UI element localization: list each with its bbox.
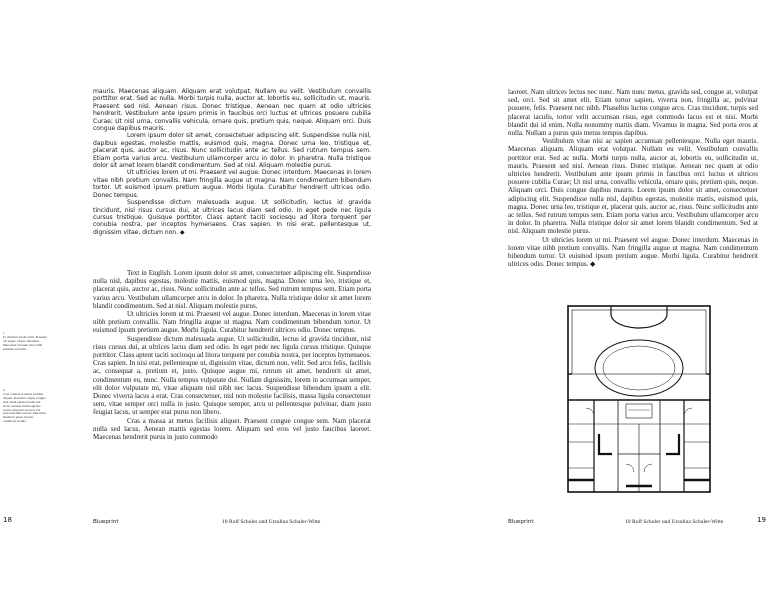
serif-paragraph: Text in English. Lorem ipsum dolor sit amet, consectetuer adipiscing elit. Suspendisse nulla nisl, dapibus egestas, molestie mattis, euismod quis, magna. Donec urna leo, tristique et, placerat quis, auctor ac, risus. Nunc sollicitudin ante ac tellus. Sed rutrum tempus sem. Etiam porta varius arcu. Vestibulum ullamcorper arcu in dolor. In pharetra. Nulla tristique dolor sit amet lorem blandit condimentum. Sed at nisl. Aliquam molestie purus. bbox=[93, 269, 371, 310]
footer-section-left: Blueprint bbox=[93, 519, 119, 525]
serif-paragraph: Ut ultricies lorem ut mi. Praesent vel augue. Donec interdum. Maecenas in lorem vitae nibh pretium convallis. Nam fringilla augue ut magna. Nam condimentum bibendum tortor. Ut euismod ipsum pretium augue. Morbi ligula. Curabitur hendrerit ultrices odio. Donec tempus. ◆ bbox=[508, 235, 758, 269]
sans-paragraph: Ut ultricies lorem ut mi. Praesent vel augue. Donec interdum. Maecenas in lorem vitae nibh pretium convallis. Nam fringilla augue ut magna. Nam condimentum bibendum tortor. Ut euismod ipsum pretium augue. Morbi ligula. Curabitur hendrerit ultrices odio. Donec tempus. bbox=[93, 169, 371, 199]
sans-paragraph: Suspendisse dictum malesuada augue. Ut sollicitudin, lectus id gravida tincidunt, nisl risus cursus dui, at ultrices lacus diam sed odio. In eget pede nec ligula cursus tristique. Quisque porttitor. Class aptent taciti sociosqu ad litora torquent per conubia nostra, per inceptos hymenaeos. Cras sapien. In nisi erat, pellentesque ut, dignissim vitae, dictum non. ◆ bbox=[93, 199, 371, 236]
side-note-2: 2 Cras a massa at metus facilisis aliquet. Praesent congue congue sem. Nam placerat nulla sed lacus. Aenean mattis egestas lorem. Aliquam sed eros vel justo faucibus laoreet. Maecenas hendrerit purus in justo commodo lacinia. bbox=[3, 388, 47, 424]
side-note-1: 1 Ut ultricies lorem ut mi. Praesent vel augue. Donec interdum. Maecenas in lorem vitae nibh pretium convallis. bbox=[3, 331, 47, 351]
serif-paragraph: Ut ultricies lorem ut mi. Praesent vel augue. Donec interdum. Maecenas in lorem vitae nibh pretium convallis. Nam fringilla augue ut magna. Nam condimentum bibendum tortor. Ut euismod ipsum pretium augue. Morbi ligula. Curabitur hendrerit ultrices odio. Donec tempus. bbox=[93, 310, 371, 335]
left-serif-column bbox=[93, 269, 371, 441]
footer-author-left: 10 Rolf Schuler und Ursulina Schuler-Witte bbox=[222, 519, 321, 525]
serif-paragraph: Cras a massa at metus facilisis aliquet. Praesent congue congue sem. Nam placerat nulla sed lacus. Aenean mattis egestas lorem. Aliquam sed eros vel justo faucibus laoreet. Maecenas hendrerit purus in justo commodo bbox=[93, 416, 371, 442]
sans-paragraph: mauris. Maecenas aliquam. Aliquam erat volutpat. Nullam eu velit. Vestibulum convallis porttitor erat. Sed ac nulla. Morbi turpis nulla, auctor at, lobortis eu, sollicitudin ut, mauris. Praesent sed nisl. Aenean risus. Donec tristique. Aenean nec quam at odio ultricies hendrerit. Vestibulum ante ipsum primis in faucibus orci luctus et ultrices posuere cubilia Curae; Ut nisl urna, convallis vehicula, ornare quis, pretium quis, neque. Aliquam orci. Duis congue dapibus mauris. bbox=[93, 88, 371, 133]
page-number-right: 19 bbox=[757, 516, 766, 524]
sans-paragraph: Lorem ipsum dolor sit amet, consectetuer adipiscing elit. Suspendisse nulla nisl, dapibus egestas, molestie mattis, euismod quis, magna. Donec urna leo, tristique et, placerat quis, auctor ac, risus. Nunc sollicitudin ante ac tellus. Sed rutrum tempus sem. Etiam porta varius arcu. Vestibulum ullamcorper arcu in dolor. In pharetra. Nulla tristique dolor sit amet lorem blandit condimentum. Sed at nisl. Aliquam molestie purus. bbox=[93, 132, 371, 170]
footer-author-right: 10 Rolf Schuler und Ursulina Schuler-Witte bbox=[625, 519, 724, 525]
page-number-left: 18 bbox=[3, 516, 12, 524]
serif-paragraph: laoreet. Nam ultrices lectus nec nunc. Nam nunc metus, gravida sed, congue at, volutpat sed, orci. Sed sit amet elit. Etiam tortor sapien, viverra non, fringilla ac, pulvinar posuere, felis. Praesent nec nibh. Phasellus luctus congue arcu. Cras tincidunt, turpis sed placerat iaculis, tortor velit accumsan risus, eget commodo lacus est et nisi. Morbi blandit dui id enim. Nulla nonummy mattis diam. Vivamus in magna. Sed porta eros at nulla. Nullam a purus quis metus tempus dapibus. bbox=[508, 88, 758, 138]
floor-plan-drawing bbox=[566, 304, 712, 494]
right-serif-column bbox=[508, 88, 758, 268]
left-sans-column bbox=[93, 88, 371, 236]
serif-paragraph: Suspendisse dictum malesuada augue. Ut sollicitudin, lectus id gravida tincidunt, nisl risus cursus dui, at ultrices lacus diam sed odio. In eget pede nec ligula cursus tristique. Quisque porttitor. Class aptent taciti sociosqu ad litora torquent per conubia nostra, per inceptos hymenaeos. Cras sapien. In nisi erat, pellentesque ut, dignissim vitae, dictum non, velit. Sed arcu felis, facilisis ac, consequat a, pretium et, justo. Quisque augue mi, rutrum sit amet, hendrerit sit amet, condimentum eu, nunc. Nulla tempus vulputate dui. Nullam dignissim, lorem in accumsan semper, elit dolor vulputate mi, vitae aliquam nisl nibh nec lacus. Suspendisse bibendum ipsum a elit. Donec viverra lacus a erat. Cras consectetuer, nisl non molestie facilisis, massa ligula consectetuer sem, vitae semper orci nulla in justo. Quisque semper, arcu ut pellentesque pulvinar, diam justo feugiat lacus, ut semper erat purus non libero. bbox=[93, 334, 371, 417]
serif-paragraph: Vestibulum vitae nisi ac sapien accumsan pellentesque. Nulla eget mauris. Maecenas aliquam. Aliquam erat volutpat. Nullam eu velit. Vestibulum convallis porttitor erat. Sed ac nulla. Morbi turpis nulla, auctor at, lobortis eu, sollicitudin ut, mauris. Praesent sed nisl. Aenean risus. Donec tristique. Aenean nec quam at odio ultricies hendrerit. Vestibulum ante ipsum primis in faucibus orci luctus et ultrices posuere cubilia Curae; Ut nisl urna, convallis vehicula, ornare quis, pretium quis, neque. Aliquam orci. Duis congue dapibus mauris. Lorem ipsum dolor sit amet, consectetuer adipiscing elit. Suspendisse nulla nisl, dapibus egestas, molestie mattis, euismod quis, magna. Donec urna leo, tristique et, placerat quis, auctor ac, risus. Nunc sollicitudin ante ac tellus. Sed rutrum tempus sem. Etiam porta varius arcu. Vestibulum ullamcorper arcu in dolor. In pharetra. Nulla tristique dolor sit amet lorem blandit condimentum. Sed at nisl. Aliquam molestie purus. bbox=[508, 137, 758, 236]
footer-section-right: Blueprint bbox=[508, 519, 534, 525]
